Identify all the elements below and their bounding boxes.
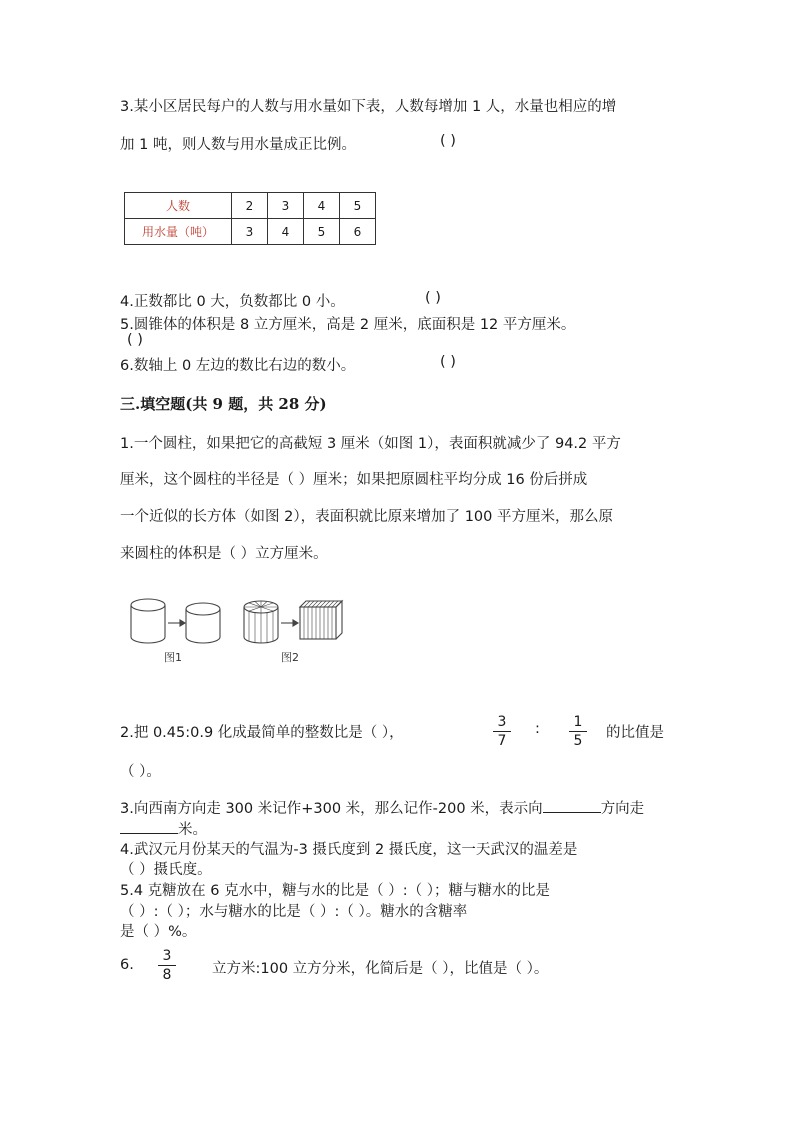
section-title: 三.填空题(共 9 题，共 28 分) — [120, 395, 327, 413]
judge-q4-answer-paren[interactable]: ( ) — [425, 290, 441, 306]
cylinder-diagram — [128, 593, 358, 665]
answer-blank[interactable] — [543, 798, 601, 813]
fill-q2-suffix: 的比值是 — [606, 725, 664, 741]
fraction-three-sevenths — [493, 714, 511, 749]
fill-q5-line1[interactable]: 5.4 克糖放在 6 克水中，糖与水的比是（ ）:（ ）；糖与糖水的比是 — [120, 883, 550, 899]
fill-q3-line2 — [120, 818, 207, 839]
table-header-water: 用水量（吨） — [125, 219, 232, 245]
fill-q6-prefix: 6. — [120, 957, 134, 973]
fill-q3-text-c: 米。 — [178, 822, 207, 838]
table-cell: 3 — [268, 193, 304, 219]
fill-q4-line2[interactable]: （ ）摄氏度。 — [120, 862, 212, 878]
fill-q3-text-a: 3.向西南方向走 300 米记作+300 米，那么记作-200 米，表示向 — [120, 801, 543, 817]
fraction-bar — [493, 731, 511, 732]
table-row — [125, 193, 376, 219]
fraction-numerator: 3 — [162, 948, 172, 964]
fill-q5-line3[interactable]: 是（ ）%。 — [120, 924, 197, 940]
water-usage-table — [124, 192, 376, 245]
fraction-numerator: 1 — [573, 714, 583, 730]
fraction-denominator: 7 — [497, 733, 507, 749]
fraction-bar — [158, 965, 176, 966]
fraction-numerator: 3 — [497, 714, 507, 730]
fill-q2-prefix: 2.把 0.45:0.9 化成最简单的整数比是（ ）， — [120, 725, 404, 741]
fill-q5-line2[interactable]: （ ）:（ ）；水与糖水的比是（ ）:（ ）。糖水的含糖率 — [120, 904, 468, 920]
figure-2-caption: 图2 — [281, 651, 299, 664]
table-cell: 2 — [232, 193, 268, 219]
table-row — [125, 219, 376, 245]
fill-q1-line2: 厘米，这个圆柱的半径是（ ）厘米；如果把原圆柱平均分成 16 份后拼成 — [120, 472, 588, 488]
cylinder-figure — [128, 593, 358, 669]
fill-q2-line2[interactable]: （ ）。 — [120, 764, 161, 780]
fill-q4-line1: 4.武汉元月份某天的气温为-3 摄氏度到 2 摄氏度，这一天武汉的温差是 — [120, 842, 578, 858]
judge-q3-line2: 加 1 吨，则人数与用水量成正比例。 — [120, 137, 356, 153]
fill-q6-suffix[interactable]: 立方米:100 立方分米，化简后是（ ），比值是（ ）。 — [212, 961, 549, 977]
fraction-one-fifth — [569, 714, 587, 749]
fill-q1-line1: 1.一个圆柱，如果把它的高截短 3 厘米（如图 1），表面积就减少了 94.2 平方 — [120, 436, 621, 452]
fraction-denominator: 5 — [573, 733, 583, 749]
fill-q3-line1 — [120, 797, 644, 818]
fill-q3-text-b: 方向走 — [600, 801, 645, 817]
table-cell: 5 — [340, 193, 376, 219]
judge-q5-text: 5.圆锥体的体积是 8 立方厘米，高是 2 厘米，底面积是 12 平方厘米。 — [120, 317, 576, 333]
ratio-colon: : — [535, 721, 540, 737]
judge-q3-line1: 3.某小区居民每户的人数与用水量如下表，人数每增加 1 人，水量也相应的增 — [120, 99, 617, 115]
judge-q3-answer-paren[interactable]: ( ) — [440, 133, 456, 149]
judge-q6-text: 6.数轴上 0 左边的数比右边的数小。 — [120, 358, 356, 374]
judge-q6-answer-paren[interactable]: ( ) — [440, 354, 456, 370]
table-header-people: 人数 — [125, 193, 232, 219]
judge-q5-answer-paren[interactable]: ( ) — [127, 332, 143, 348]
table-cell: 4 — [268, 219, 304, 245]
table-cell: 5 — [304, 219, 340, 245]
table-cell: 3 — [232, 219, 268, 245]
fraction-three-eighths — [158, 948, 176, 983]
fraction-bar — [569, 731, 587, 732]
fill-q1-line3: 一个近似的长方体（如图 2），表面积就比原来增加了 100 平方厘米，那么原 — [120, 509, 613, 525]
answer-blank[interactable] — [120, 819, 178, 834]
fraction-denominator: 8 — [162, 967, 172, 983]
table-cell: 4 — [304, 193, 340, 219]
table-cell: 6 — [340, 219, 376, 245]
judge-q4-text: 4.正数都比 0 大，负数都比 0 小。 — [120, 294, 345, 310]
figure-1-caption: 图1 — [164, 651, 182, 664]
fill-q1-line4: 来圆柱的体积是（ ）立方厘米。 — [120, 546, 328, 562]
